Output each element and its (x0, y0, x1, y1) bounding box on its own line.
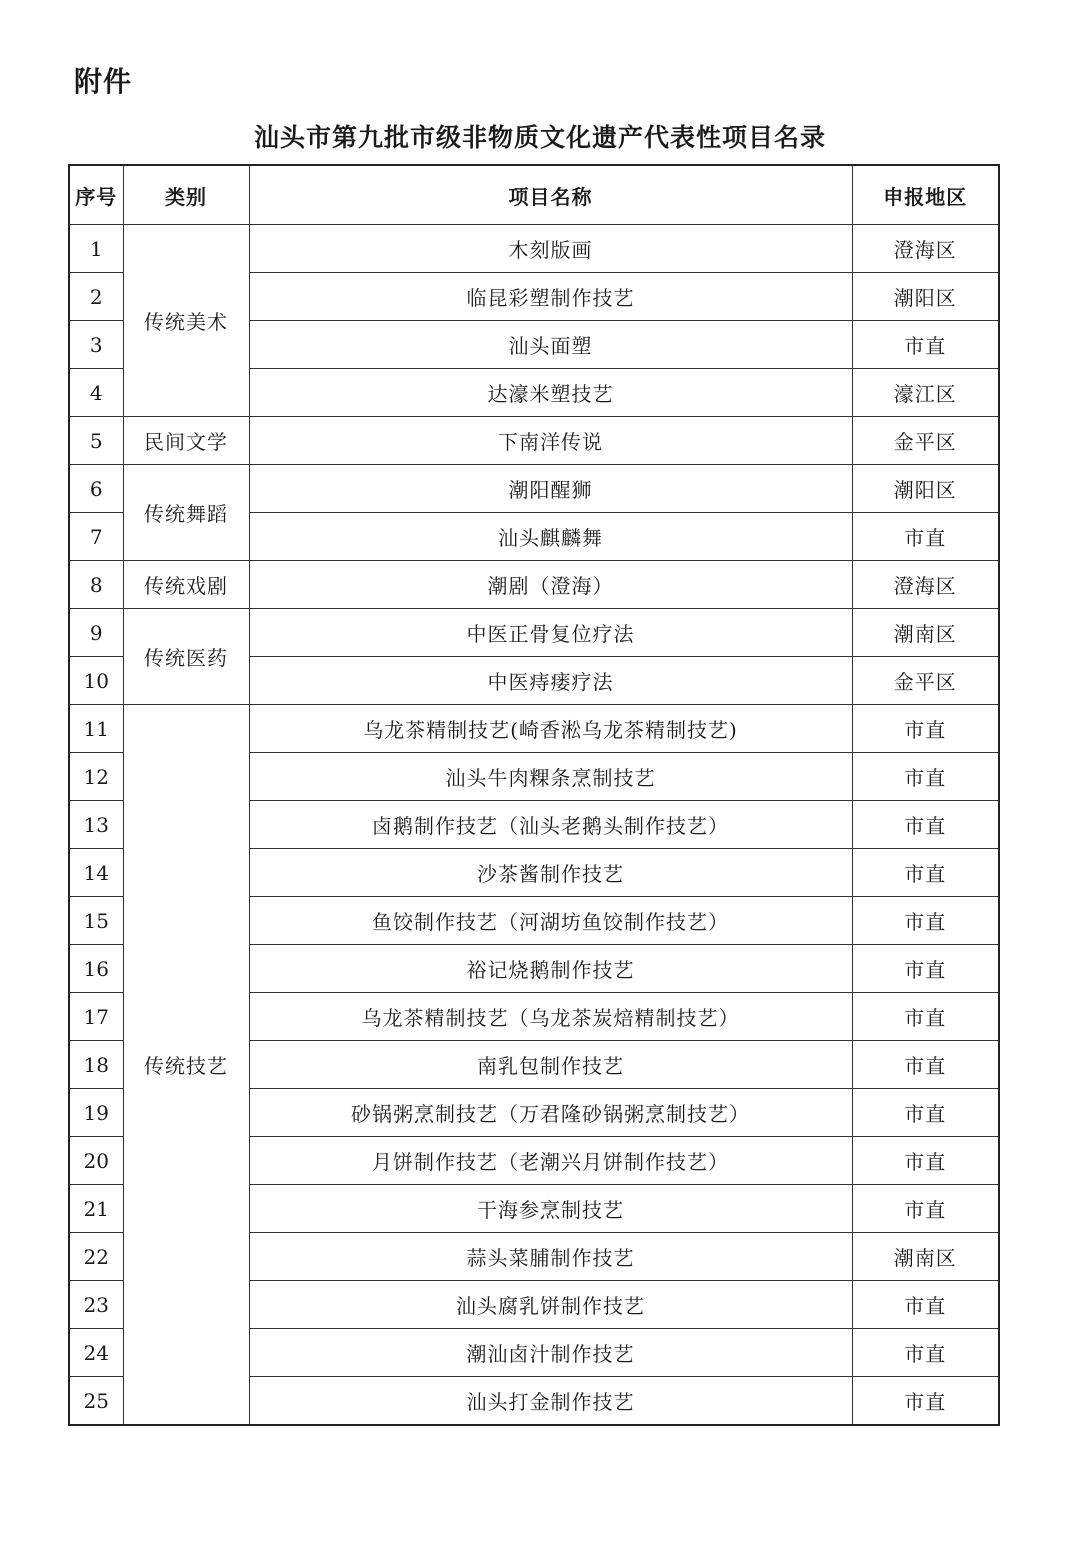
row-project-name: 砂锅粥烹制技艺（万君隆砂锅粥烹制技艺） (249, 1089, 852, 1137)
row-number: 20 (69, 1137, 123, 1185)
row-project-name: 下南洋传说 (249, 417, 852, 465)
document-title: 汕头市第九批市级非物质文化遗产代表性项目名录 (253, 123, 826, 152)
row-project-name: 潮剧（澄海） (249, 561, 852, 609)
attachment-label: 附件 (74, 65, 133, 98)
row-number: 15 (69, 897, 123, 945)
row-region: 潮南区 (852, 1233, 999, 1281)
row-project-name: 临昆彩塑制作技艺 (249, 273, 852, 321)
row-number: 2 (69, 273, 123, 321)
row-project-name: 木刻版画 (249, 225, 852, 273)
row-number: 5 (69, 417, 123, 465)
row-region: 市直 (852, 801, 999, 849)
row-region: 澄海区 (852, 225, 999, 273)
row-region: 市直 (852, 1377, 999, 1426)
table-row (69, 561, 999, 609)
row-number: 18 (69, 1041, 123, 1089)
row-number: 23 (69, 1281, 123, 1329)
row-number: 4 (69, 369, 123, 417)
row-region: 市直 (852, 705, 999, 753)
row-project-name: 鱼饺制作技艺（河湖坊鱼饺制作技艺） (249, 897, 852, 945)
row-region: 市直 (852, 321, 999, 369)
row-region: 潮南区 (852, 609, 999, 657)
row-project-name: 潮阳醒狮 (249, 465, 852, 513)
row-number: 24 (69, 1329, 123, 1377)
row-project-name: 卤鹅制作技艺（汕头老鹅头制作技艺） (249, 801, 852, 849)
row-number: 16 (69, 945, 123, 993)
row-region: 市直 (852, 753, 999, 801)
row-number: 25 (69, 1377, 123, 1426)
row-project-name: 南乳包制作技艺 (249, 1041, 852, 1089)
header-no: 序号 (69, 165, 123, 225)
row-category: 传统舞蹈 (123, 465, 249, 561)
table-body (69, 225, 999, 1426)
row-project-name: 月饼制作技艺（老潮兴月饼制作技艺） (249, 1137, 852, 1185)
row-region: 澄海区 (852, 561, 999, 609)
row-number: 7 (69, 513, 123, 561)
row-region: 市直 (852, 993, 999, 1041)
row-category: 传统医药 (123, 609, 249, 705)
row-category: 传统美术 (123, 225, 249, 417)
row-region: 金平区 (852, 417, 999, 465)
row-project-name: 蒜头菜脯制作技艺 (249, 1233, 852, 1281)
row-region: 市直 (852, 849, 999, 897)
row-project-name: 达濠米塑技艺 (249, 369, 852, 417)
heritage-project-table (68, 164, 1000, 1426)
row-region: 金平区 (852, 657, 999, 705)
row-number: 11 (69, 705, 123, 753)
row-number: 12 (69, 753, 123, 801)
row-region: 市直 (852, 1041, 999, 1089)
row-category: 民间文学 (123, 417, 249, 465)
row-number: 21 (69, 1185, 123, 1233)
row-category: 传统戏剧 (123, 561, 249, 609)
row-project-name: 裕记烧鹅制作技艺 (249, 945, 852, 993)
row-region: 潮阳区 (852, 273, 999, 321)
row-region: 市直 (852, 513, 999, 561)
row-number: 9 (69, 609, 123, 657)
row-project-name: 潮汕卤汁制作技艺 (249, 1329, 852, 1377)
row-number: 22 (69, 1233, 123, 1281)
row-region: 市直 (852, 1281, 999, 1329)
row-category: 传统技艺 (123, 705, 249, 1426)
row-number: 17 (69, 993, 123, 1041)
row-project-name: 中医正骨复位疗法 (249, 609, 852, 657)
header-category: 类别 (123, 165, 249, 225)
row-region: 市直 (852, 945, 999, 993)
row-region: 市直 (852, 1329, 999, 1377)
row-number: 19 (69, 1089, 123, 1137)
header-region: 申报地区 (852, 165, 999, 225)
row-project-name: 中医痔瘘疗法 (249, 657, 852, 705)
row-region: 濠江区 (852, 369, 999, 417)
row-number: 6 (69, 465, 123, 513)
table-row (69, 465, 999, 513)
row-region: 市直 (852, 1185, 999, 1233)
header-name: 项目名称 (249, 165, 852, 225)
row-project-name: 汕头腐乳饼制作技艺 (249, 1281, 852, 1329)
row-project-name: 汕头打金制作技艺 (249, 1377, 852, 1426)
row-project-name: 汕头面塑 (249, 321, 852, 369)
row-number: 1 (69, 225, 123, 273)
row-region: 市直 (852, 897, 999, 945)
row-number: 14 (69, 849, 123, 897)
row-project-name: 汕头麒麟舞 (249, 513, 852, 561)
row-project-name: 乌龙茶精制技艺(崎香淞乌龙茶精制技艺) (249, 705, 852, 753)
row-region: 市直 (852, 1137, 999, 1185)
row-project-name: 乌龙茶精制技艺（乌龙茶炭焙精制技艺） (249, 993, 852, 1041)
table-row (69, 705, 999, 753)
row-region: 潮阳区 (852, 465, 999, 513)
table-header-row (69, 165, 999, 225)
row-number: 8 (69, 561, 123, 609)
row-project-name: 汕头牛肉粿条烹制技艺 (249, 753, 852, 801)
table-row (69, 609, 999, 657)
row-number: 3 (69, 321, 123, 369)
row-project-name: 干海参烹制技艺 (249, 1185, 852, 1233)
row-number: 13 (69, 801, 123, 849)
table-row (69, 225, 999, 273)
row-region: 市直 (852, 1089, 999, 1137)
table-row (69, 417, 999, 465)
row-project-name: 沙茶酱制作技艺 (249, 849, 852, 897)
row-number: 10 (69, 657, 123, 705)
